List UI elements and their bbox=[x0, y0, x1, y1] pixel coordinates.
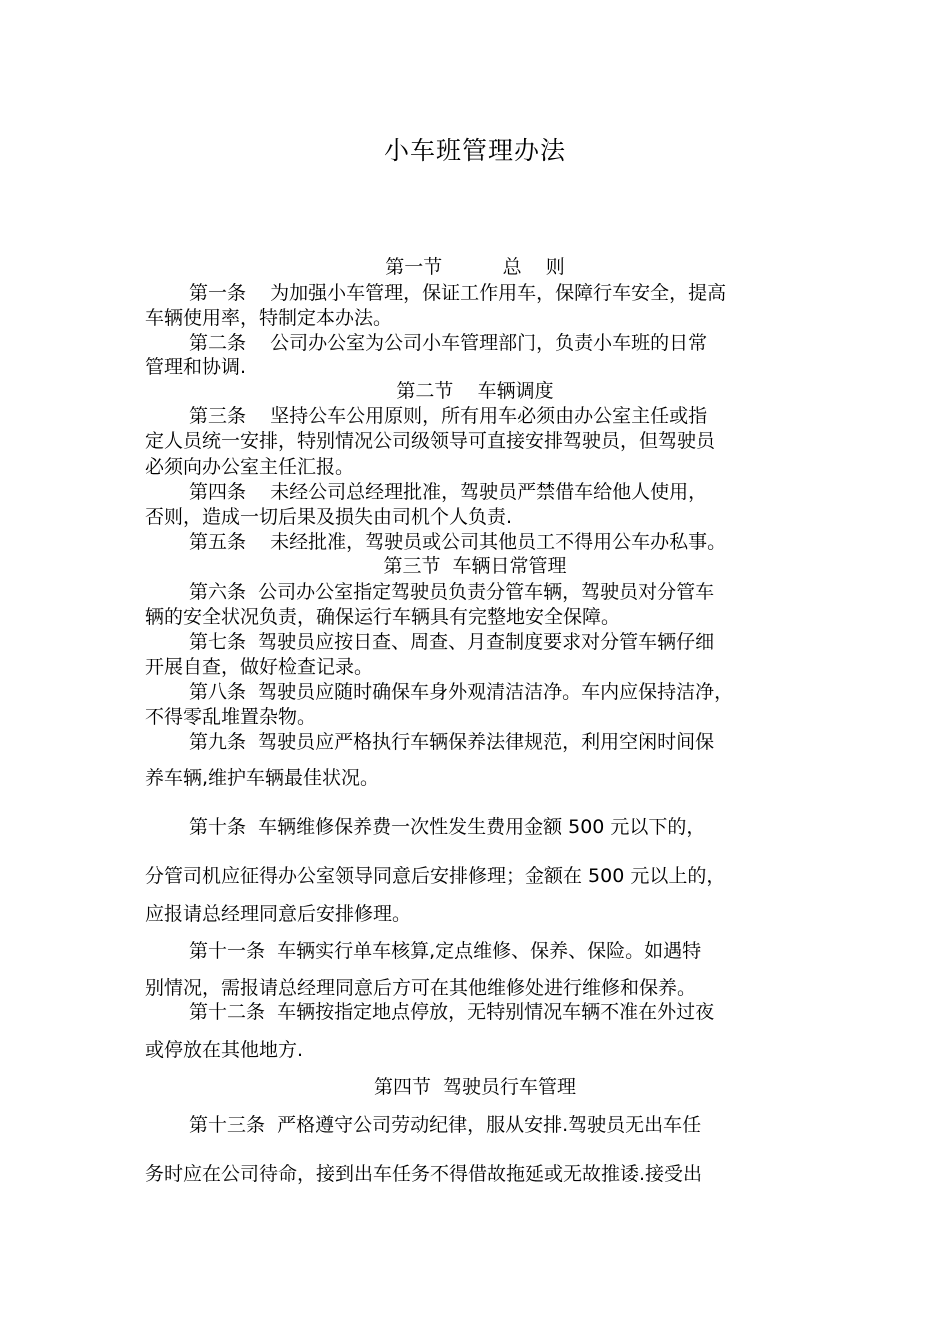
paragraph-line: 分管司机应征得办公室领导同意后安排修理；金额在 500 元以上的， bbox=[145, 865, 726, 887]
paragraph-line: 养车辆,维护车辆最佳状况。 bbox=[145, 767, 380, 789]
paragraph-line: 第六条 公司办公室指定驾驶员负责分管车辆，驾驶员对分管车 bbox=[189, 581, 715, 603]
paragraph-line: 第九条 驾驶员应严格执行车辆保养法律规范，利用空闲时间保 bbox=[189, 731, 715, 753]
paragraph-line: 第八条 驾驶员应随时确保车身外观清洁洁净。车内应保持洁净， bbox=[189, 681, 734, 703]
paragraph-line: 管理和协调. bbox=[145, 356, 247, 378]
paragraph-line: 第七条 驾驶员应按日查、周查、月查制度要求对分管车辆仔细 bbox=[189, 631, 715, 653]
paragraph-line: 第一条 为加强小车管理，保证工作用车，保障行车安全，提高 bbox=[189, 282, 727, 304]
paragraph-line: 别情况，需报请总经理同意后方可在其他维修处进行维修和保养。 bbox=[145, 977, 697, 999]
paragraph-line: 不得零乱堆置杂物。 bbox=[145, 706, 317, 728]
paragraph-line: 开展自查，做好检查记录。 bbox=[145, 656, 374, 678]
paragraph-line: 应报请总经理同意后安排修理。 bbox=[145, 903, 412, 925]
document-title: 小车班管理办法 bbox=[383, 136, 566, 165]
paragraph-line: 否则，造成一切后果及损失由司机个人负责. bbox=[145, 506, 513, 528]
paragraph-line: 第十一条 车辆实行单车核算,定点维修、保养、保险。如遇特 bbox=[189, 940, 702, 962]
paragraph-line: 车辆使用率，特制定本办法。 bbox=[145, 307, 393, 329]
paragraph-line: 必须向办公室主任汇报。 bbox=[145, 456, 355, 478]
paragraph-line: 第四条 未经公司总经理批准，驾驶员严禁借车给他人使用， bbox=[189, 481, 708, 503]
paragraph-line: 或停放在其他地方. bbox=[145, 1039, 304, 1061]
paragraph-line: 第二条 公司办公室为公司小车管理部门，负责小车班的日常 bbox=[189, 332, 708, 354]
paragraph-line: 务时应在公司待命，接到出车任务不得借故拖延或无故推诿.接受出 bbox=[145, 1163, 703, 1185]
section-heading: 第三节 车辆日常管理 bbox=[383, 555, 567, 577]
paragraph-line: 定人员统一安排，特别情况公司级领导可直接安排驾驶员，但驾驶员 bbox=[145, 430, 716, 452]
paragraph-line: 第十二条 车辆按指定地点停放，无特别情况车辆不准在外过夜 bbox=[189, 1001, 715, 1023]
section-heading: 第二节 车辆调度 bbox=[396, 380, 554, 402]
section-heading: 第一节 总 则 bbox=[385, 256, 565, 278]
paragraph-line: 第三条 坚持公车公用原则，所有用车必须由办公室主任或指 bbox=[189, 405, 708, 427]
paragraph-line: 第十三条 严格遵守公司劳动纪律，服从安排.驾驶员无出车任 bbox=[189, 1114, 702, 1136]
paragraph-line: 辆的安全状况负责，确保运行车辆具有完整地安全保障。 bbox=[145, 606, 621, 628]
paragraph-line: 第十条 车辆维修保养费一次性发生费用金额 500 元以下的， bbox=[189, 816, 706, 838]
section-heading: 第四节 驾驶员行车管理 bbox=[373, 1076, 577, 1098]
paragraph-line: 第五条 未经批准，驾驶员或公司其他员工不得用公车办私事。 bbox=[189, 531, 727, 553]
